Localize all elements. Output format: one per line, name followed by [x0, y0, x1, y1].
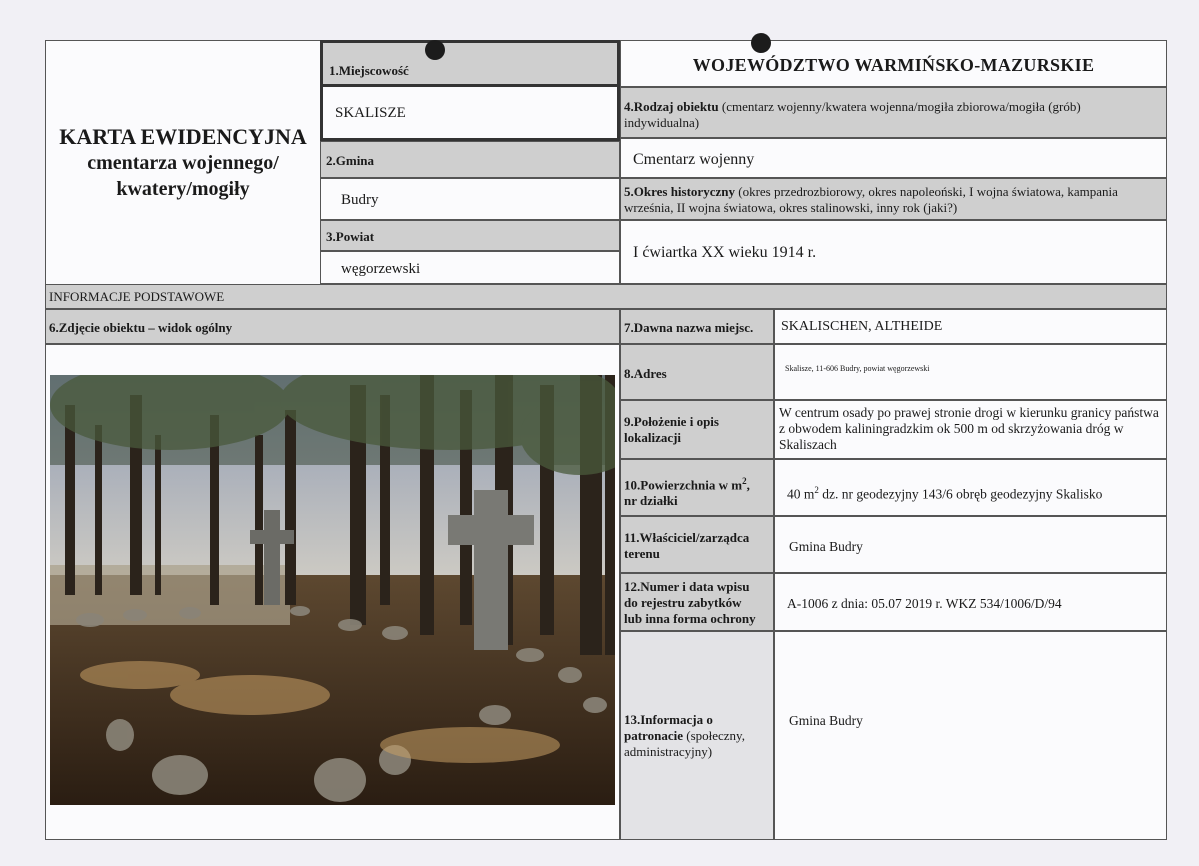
former-name-value-cell	[774, 309, 1167, 344]
object-type-hint: (cmentarz wojenny/kwatera wojenna/mogiła zbiorowa/mogiła (grób) indywidualna)	[624, 99, 1081, 130]
county-value-cell	[320, 251, 620, 284]
card-title-line2: cmentarza wojennego/	[87, 152, 279, 174]
period-hint: (okres przedrozbiorowy, okres napoleoński, I wojna światowa, kampania września, II wojna światowa, okres stalinowski, inny rok (jaki?)	[624, 184, 1118, 215]
area-label-sup: 2	[742, 476, 747, 486]
owner-value: Gmina Budry	[789, 539, 863, 554]
former-name-label-cell	[620, 309, 774, 344]
locality-label: 1.Miejscowość	[329, 63, 409, 78]
register-label-cell	[620, 573, 774, 631]
patronage-label-line3: (społeczny,	[682, 728, 745, 743]
location-label-line2: lokalizacji	[624, 430, 682, 445]
cemetery-photo	[50, 375, 615, 805]
patronage-label-cell	[620, 631, 774, 840]
location-value-cell	[774, 400, 1167, 459]
patronage-label-line2: patronacie	[624, 728, 683, 743]
area-label-comma: ,	[746, 477, 750, 493]
county-value: węgorzewski	[341, 261, 421, 277]
period-label-cell	[620, 178, 1167, 220]
period-value: I ćwiartka XX wieku 1914 r.	[633, 244, 817, 261]
address-label-cell	[620, 344, 774, 400]
register-value-cell	[774, 573, 1167, 631]
patronage-value-cell	[774, 631, 1167, 840]
area-value-sup: 2	[814, 485, 819, 495]
object-type-value-cell	[620, 138, 1167, 178]
county-label-cell	[320, 220, 620, 251]
location-value: W centrum osady po prawej stronie drogi w kierunku granicy państwa z obwodem kaliningradzkim ok 500 m od skrzyżowania dróg w Skaliszach	[779, 405, 1159, 452]
voivodeship-title: WOJEWÓDZTWO WARMIŃSKO-MAZURSKIE	[692, 55, 1095, 75]
period-label: 5.Okres historyczny	[624, 184, 735, 199]
photo-label: 6.Zdjęcie obiektu – widok ogólny	[49, 320, 233, 335]
commune-label-cell	[320, 141, 620, 178]
section-basic-info	[45, 284, 1167, 309]
punch-hole-left	[425, 40, 445, 60]
county-label: 3.Powiat	[326, 229, 375, 244]
voivodeship-cell	[620, 40, 1167, 87]
commune-label: 2.Gmina	[326, 153, 375, 168]
owner-label-cell	[620, 516, 774, 573]
cemetery-photo-illustration	[50, 375, 615, 805]
locality-value-cell	[320, 87, 620, 141]
address-label: 8.Adres	[624, 366, 667, 381]
section-basic-info-label: INFORMACJE PODSTAWOWE	[49, 289, 225, 304]
area-label-line2: nr działki	[624, 493, 678, 509]
patronage-label-line4: administracyjny)	[624, 744, 713, 759]
location-label-line1: 9.Położenie i opis	[624, 414, 719, 429]
object-type-label-cell	[620, 87, 1167, 138]
area-label-cell	[620, 459, 774, 516]
address-value: Skalisze, 11-606 Budry, powiat węgorzewski	[785, 364, 930, 373]
area-value-rest: dz. nr geodezyjny 143/6 obręb geodezyjny Skalisko	[818, 486, 1103, 502]
register-value: A-1006 z dnia: 05.07 2019 r. WKZ 534/1006/D/94	[787, 596, 1062, 611]
commune-value: Budry	[341, 192, 379, 208]
photo-label-cell	[45, 309, 620, 344]
area-value-cell	[774, 459, 1167, 516]
former-name-value: SKALISCHEN, ALTHEIDE	[781, 319, 943, 334]
locality-value: SKALISZE	[335, 105, 406, 121]
area-value-main: 40 m	[787, 486, 815, 502]
patronage-value: Gmina Budry	[789, 713, 863, 728]
card-title-line1: KARTA EWIDENCYJNA	[59, 124, 307, 149]
register-label-line2: do rejestru zabytków	[624, 595, 742, 610]
object-type-label: 4.Rodzaj obiektu	[624, 99, 719, 114]
card-title	[46, 124, 320, 202]
object-type-value: Cmentarz wojenny	[633, 151, 755, 168]
register-label-line3: lub inna forma ochrony	[624, 611, 756, 626]
locality-label-cell	[320, 40, 620, 87]
area-label-line1: 10.Powierzchnia w m	[624, 477, 743, 493]
address-value-cell	[774, 344, 1167, 400]
owner-value-cell	[774, 516, 1167, 573]
card-title-line3: kwatery/mogiły	[116, 178, 250, 200]
owner-label-line1: 11.Właściciel/zarządca	[624, 530, 750, 545]
patronage-label-line1: 13.Informacja o	[624, 712, 713, 727]
punch-hole-right	[751, 33, 771, 53]
owner-label-line2: terenu	[624, 546, 660, 561]
former-name-label: 7.Dawna nazwa miejsc.	[624, 320, 754, 335]
commune-value-cell	[320, 178, 620, 220]
location-label-cell	[620, 400, 774, 459]
period-value-cell	[620, 220, 1167, 284]
register-label-line1: 12.Numer i data wpisu	[624, 579, 750, 594]
